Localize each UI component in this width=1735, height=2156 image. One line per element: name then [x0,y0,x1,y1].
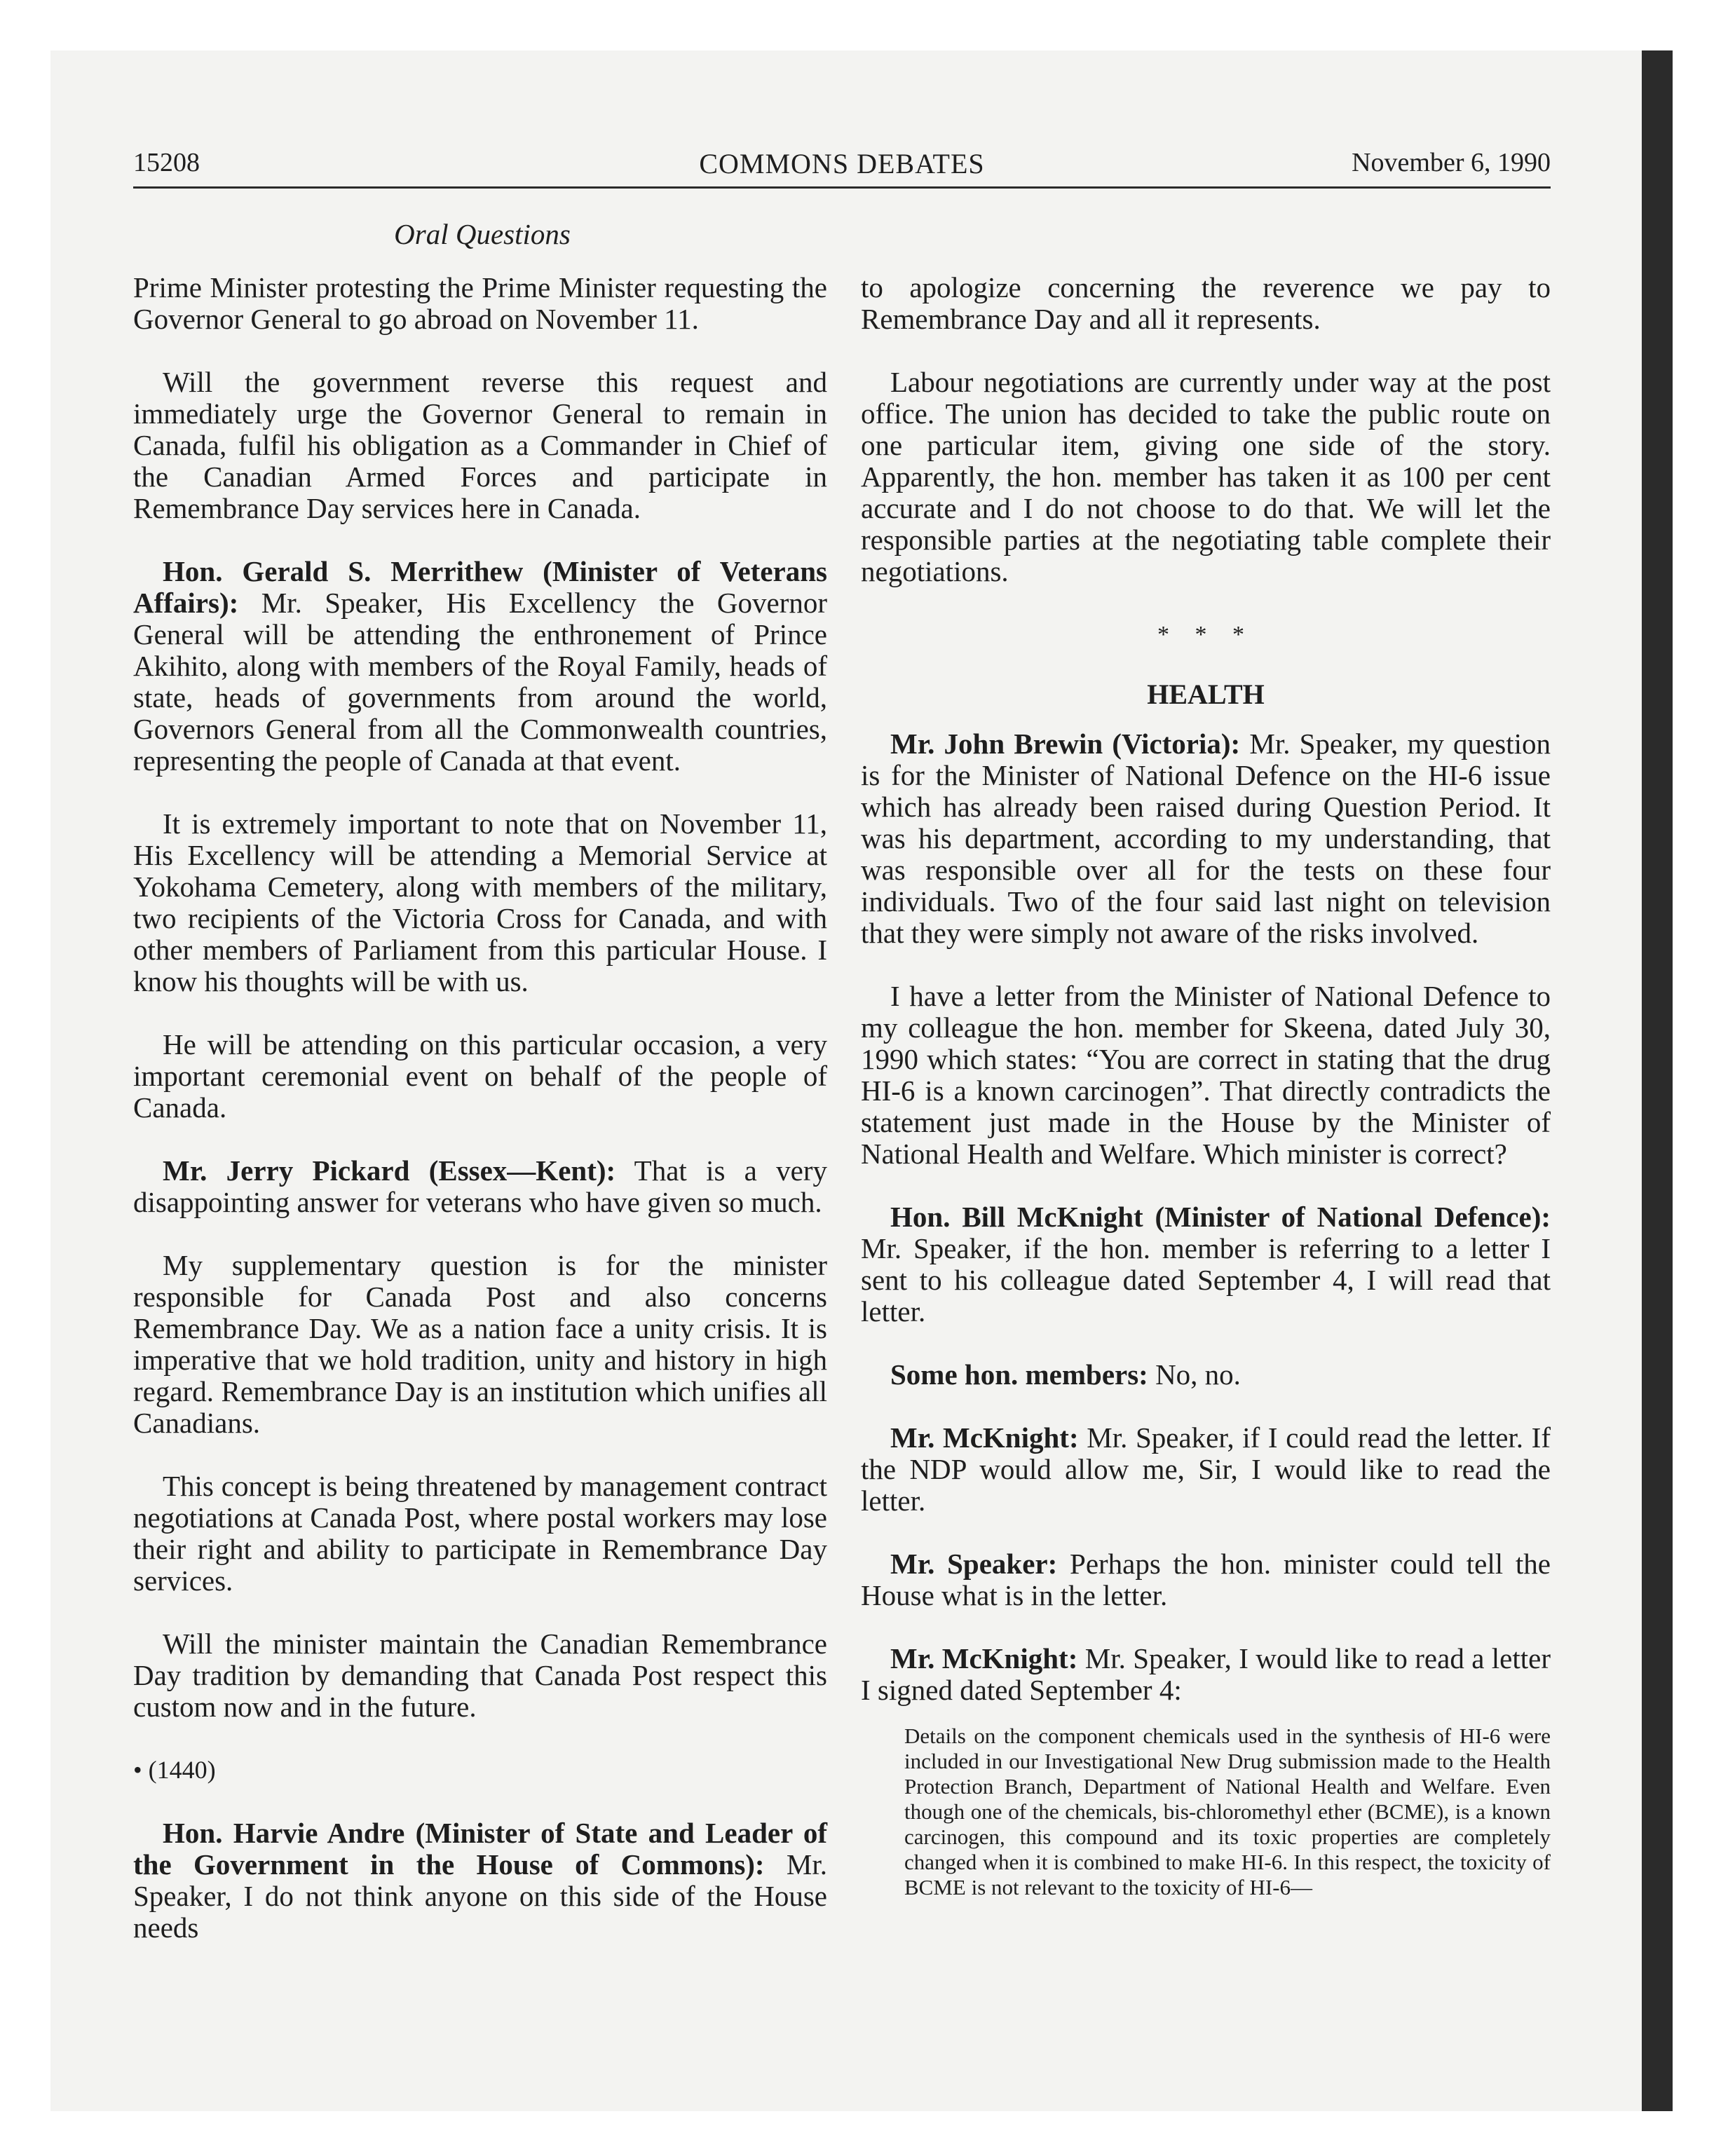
speech-text: No, no. [1148,1358,1241,1391]
quoted-letter: Details on the component chemicals used in the synthesis of HI-6 were included in our Investigational New Drug submission made to the Health Protection Branch, Department of National Health and Welfare. Even though one of the chemicals, bis-chloromethyl ether (BCME), is a known carcinogen, this compound and its toxic properties are completely changed when it is combined to make HI-6. In this respect, the toxicity of BCME is not relevant to the toxicity of HI-6— [904,1724,1551,1899]
speaker-name: Mr. McKnight: [890,1642,1078,1674]
header-rule [133,186,1551,189]
speech [861,1359,1551,1391]
speech-text: That is a very disappointing answer for veterans who have given so much. [133,1154,827,1218]
speech-text: Mr. Speaker, I do not think anyone on this side of the House needs [133,1848,827,1944]
paragraph: It is extremely important to note that on November 11, His Excellency will be attending a Memorial Service at Yokohama Cemetery, along with members of the military, two recipients of the Victoria Cross for Canada, and with other members of Parliament from this particular House. I know his thoughts will be with us. [133,807,827,997]
section-heading: HEALTH [1147,678,1265,710]
paragraph: My supplementary question is for the minister responsible for Canada Post and also concerns Remembrance Day. We as a nation face a unity crisis. It is imperative that we hold tradition, unity and history in high regard. Remembrance Day is an institution which unifies all Canadians. [133,1249,827,1439]
paragraph: to apologize concerning the reverence we pay to Remembrance Day and all it represents. [861,271,1551,335]
page-number: 15208 [133,148,200,177]
speech [133,556,827,777]
speaker-name: Mr. Speaker: [890,1548,1058,1580]
speech [133,1155,827,1218]
page-header [133,147,1551,186]
speaker-name: Mr. Jerry Pickard (Essex—Kent): [163,1154,616,1187]
paragraph: I have a letter from the Minister of National Defence to my colleague the hon. member for Skeena, dated July 30, 1990 which states: “You are correct in stating that the drug HI-6 is a known carcinogen”. That directly contradicts the statement just made in the House by the Minister of National Health and Welfare. Which minister is correct? [861,980,1551,1170]
speech [861,1422,1551,1517]
publication-date: November 6, 1990 [1352,148,1551,177]
paragraph: This concept is being threatened by management contract negotiations at Canada Post, where postal workers may lose their right and ability to participate in Remembrance Day services. [133,1470,827,1597]
speech-text: Mr. Speaker, I would like to read a letter I signed dated September 4: [861,1642,1551,1706]
speaker-name: Some hon. members: [890,1358,1148,1391]
speaker-name: Hon. Harvie Andre (Minister of State and Leader of the Government in the House of Commons): [133,1817,827,1881]
speaker-name: Mr. John Brewin (Victoria): [890,728,1241,760]
right-column [861,272,1551,1900]
speaker-name: Hon. Gerald S. Merrithew (Minister of Veterans Affairs): [133,555,827,619]
speech-text: Mr. Speaker, His Excellency the Governor General will be attending the enthronement of Prince Akihito, along with members of the Royal Family, heads of state, heads of governments from around the world, Governors General from all the Commonwealth countries, representing the people of Canada at that event. [133,587,827,777]
speech-text: Perhaps the hon. minister could tell the House what is in the letter. [861,1548,1551,1611]
paragraph: Will the government reverse this request and immediately urge the Governor General to remain in Canada, fulfil his obligation as a Commander in Chief of the Canadian Armed Forces and participate in Remembrance Day services here in Canada. [133,366,827,524]
speech-text: Mr. Speaker, if I could read the letter. If the NDP would allow me, Sir, I would like to read the letter. [861,1421,1551,1517]
speech [861,728,1551,949]
speech [861,1643,1551,1706]
speech [133,1817,827,1944]
speech [861,1201,1551,1328]
section-separator: * * * [1157,622,1254,648]
speech-text: Mr. Speaker, my question is for the Minister of National Defence on the HI-6 issue which has already been raised during Question Period. It was his department, according to my understanding, that was responsible over all for the tests on these four individuals. Two of the four said last night on television that they were simply not aware of the risks involved. [861,728,1551,949]
scan-edge-bar [1642,50,1673,2111]
publication-title: COMMONS DEBATES [699,148,985,179]
paragraph: Prime Minister protesting the Prime Minister requesting the Governor General to go abroad on November 11. [133,271,827,335]
speech [861,1548,1551,1611]
left-column [133,272,827,1975]
section-label: Oral Questions [394,218,571,250]
speaker-name: Hon. Bill McKnight (Minister of National Defence): [890,1201,1551,1233]
speaker-name: Mr. McKnight: [890,1421,1079,1454]
paragraph: Will the minister maintain the Canadian Remembrance Day tradition by demanding that Canada Post respect this custom now and in the future. [133,1628,827,1723]
time-marker: • (1440) [133,1756,216,1784]
paragraph: He will be attending on this particular occasion, a very important ceremonial event on behalf of the people of Canada. [133,1028,827,1124]
speech-text: Mr. Speaker, if the hon. member is referring to a letter I sent to his colleague dated September 4, I will read that letter. [861,1232,1551,1328]
paragraph: Labour negotiations are currently under way at the post office. The union has decided to take the public route on one particular item, giving one side of the story. Apparently, the hon. member has taken it as 100 per cent accurate and I do not choose to do that. We will let the responsible parties at the negotiating table complete their negotiations. [861,366,1551,587]
